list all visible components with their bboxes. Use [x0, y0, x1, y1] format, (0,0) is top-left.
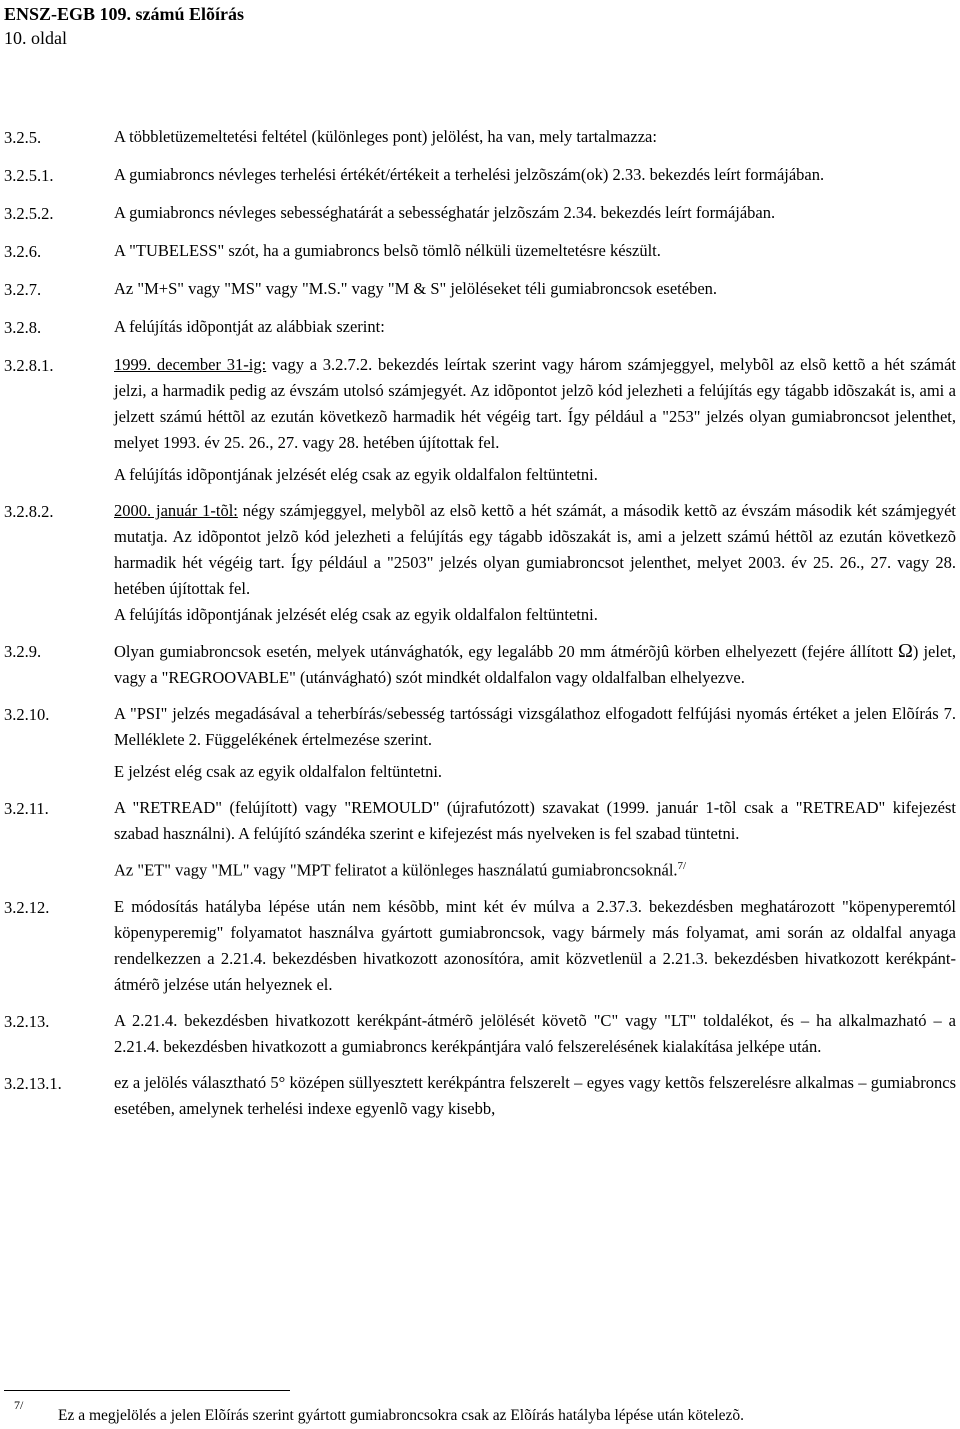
list-item	[4, 238, 956, 266]
item-text: A gumiabroncs névleges sebességhatárát a sebességhatár jelzõszám 2.34. bekezdés leírt formájában.	[114, 203, 776, 222]
item-text: A többletüzemeltetési feltétel (különleges pont) jelölést, ha van, mely tartalmazza:	[114, 127, 657, 146]
item-text: A "TUBELESS" szót, ha a gumiabroncs belsõ tömlõ nélküli üzemeltetésre készült.	[114, 241, 661, 260]
item-text: A 2.21.4. bekezdésben hivatkozott kerékpánt-átmérõ jelölését követõ "C" vagy "LT" toldalékot, és – ha alkalmazható – a 2.21.4. bekezdésben hivatkozott a gumiabroncs kerékpántjára való felszerelésének kialakítása jelképe után.	[114, 1010, 956, 1056]
item-text: ez a jelölés választható 5° középen süllyesztett kerékpántra felszerelt – egyes vagy kettõs felszerelésre alkalmas – gumiabroncs esetében, amelynek terhelési indexe egyenlõ vagy kisebb,	[114, 1072, 956, 1118]
item-text: Az "M+S" vagy "MS" vagy "M.S." vagy "M & S" jelöléseket téli gumiabroncsok esetében.	[114, 279, 718, 298]
omega-icon: Ω	[898, 640, 913, 662]
item-number: 3.2.7.	[4, 280, 42, 299]
list-item	[4, 638, 956, 691]
item-lead: 1999. december 31-ig:	[114, 355, 267, 374]
footnote-mark: 7/	[14, 1398, 24, 1412]
item-number: 3.2.5.1.	[4, 166, 54, 185]
list-item	[4, 276, 956, 304]
footnote-text: Ez a megjelölés a jelen Elõírás szerint gyártott gumiabroncsokra csak az Elõírás hatályba lépése után kötelezõ.	[58, 1407, 745, 1424]
item-number: 3.2.8.2.	[4, 502, 54, 521]
list-item	[4, 1070, 956, 1122]
item-text: A "RETREAD" (felújított) vagy "REMOULD" (újrafutózott) szavakat (1999. január 1-tõl csak a "RETREAD" kifejezést szabad használni). A felújító szándéka szerint e kifejezést más nyelveken is fel szabad tüntetni.	[114, 798, 956, 843]
item-note: Az "ET" vagy "ML" vagy "MPT feliratot a különleges használatú gumiabroncsoknál.$^{7/}$	[114, 860, 687, 880]
item-text: 2000. január 1-tõl: négy számjeggyel, melybõl az elsõ kettõ a hét számát, a második kettõ az évszám második két számjegyét mutatja. Az idõpontot jelzõ kód jelezheti a felújítás egy tágabb idõszakát is, ami a jelzett számú héttõl az ezután következõ harmadik hét végéig tart. Így például a "2503" jelzés olyan gumiabroncsot jelenthet, melyet 2003. év 25. 26., 27. vagy 28. hetében újítottak fel.	[114, 501, 956, 598]
list-item	[4, 894, 956, 998]
item-note: A felújítás idõpontjának jelzését elég csak az egyik oldalfalon feltüntetni.	[114, 465, 598, 484]
list-item	[4, 352, 956, 488]
item-number: 3.2.10.	[4, 705, 50, 724]
item-text: A felújítás idõpontját az alábbiak szerint:	[114, 317, 385, 336]
item-text: E módosítás hatályba lépése után nem késõbb, mint két év múlva a 2.37.3. bekezdésben meghatározott "köpenyperemtól köpenyperemig" folyamatot használva gyártott gumiabroncsok, vagy bármely más folyamat, ami során az oldalfal anyaga rendelkezzen a 2.21.4. bekezdésben hivatkozott azonosítóra, amit közvetlenül a 2.21.3. bekezdésben hivatkozott kerékpánt-átmérõ jelzése után helyeznek el.	[114, 896, 956, 994]
item-number: 3.2.13.1.	[4, 1073, 62, 1093]
list-item	[4, 314, 956, 342]
footnote-reference: 7/	[677, 860, 687, 872]
list-item	[4, 124, 956, 152]
list-item	[4, 1008, 956, 1060]
list-item	[4, 701, 956, 785]
item-text: 1999. december 31-ig: vagy a 3.2.7.2. bekezdés leírtak szerint vagy három számjeggyel, melybõl az elsõ kettõ a hét számát jelzi, a harmadik pedig az évszám utolsó számjegyét. Az idõpontot jelzõ kód jelezheti a felújítás egy tágabb idõszakát is, ami a jelzett számú héttõl az ezután következõ harmadik hét végéig tart. Így például a "253" jelzés olyan gumiabroncsot jelenthet, melyet 1993. év 25. 26., 27. vagy 28. hetében újítottak fel.	[114, 355, 956, 452]
item-number: 3.2.11.	[4, 799, 49, 818]
section-list	[4, 124, 956, 1132]
item-number: 3.2.5.	[4, 128, 42, 147]
page-number: 10. oldal	[4, 28, 67, 48]
item-text: A gumiabroncs névleges terhelési értékét/értékeit a terhelési jelzõszám(ok) 2.33. bekezdés leírt formájában.	[114, 165, 825, 184]
document-title: ENSZ-EGB 109. számú Elõírás	[4, 4, 245, 24]
item-note: A felújítás idõpontjának jelzését elég csak az egyik oldalfalon feltüntetni.	[114, 605, 598, 624]
list-item	[4, 162, 956, 190]
list-item	[4, 795, 956, 884]
item-number: 3.2.5.2.	[4, 204, 54, 223]
list-item	[4, 498, 956, 628]
item-number: 3.2.8.1.	[4, 356, 54, 375]
item-lead: 2000. január 1-tõl:	[114, 501, 238, 520]
item-number: 3.2.13.	[4, 1011, 50, 1031]
item-number: 3.2.9.	[4, 642, 42, 661]
item-number: 3.2.8.	[4, 318, 42, 337]
page-header	[4, 2, 244, 50]
list-item	[4, 200, 956, 228]
item-text: Olyan gumiabroncsok esetén, melyek utánvághatók, egy legalább 20 mm átmérõjû körben elhelyezett (fejére állított Ω) jelet, vagy a "REGROOVABLE" (utánvágható) szót mindkét oldalfalon vagy oldalfalban elhelyezve.	[114, 640, 956, 687]
footnote-divider	[4, 1390, 290, 1391]
item-number: 3.2.6.	[4, 242, 42, 261]
item-number: 3.2.12.	[4, 897, 50, 917]
item-note: E jelzést elég csak az egyik oldalfalon feltüntetni.	[114, 762, 443, 781]
item-text: A "PSI" jelzés megadásával a teherbírás/sebesség tartóssági vizsgálathoz elfogadott felfújási nyomás értéket a jelen Elõírás 7. Melléklete 2. Függelékének értelmezése szerint.	[114, 704, 956, 749]
